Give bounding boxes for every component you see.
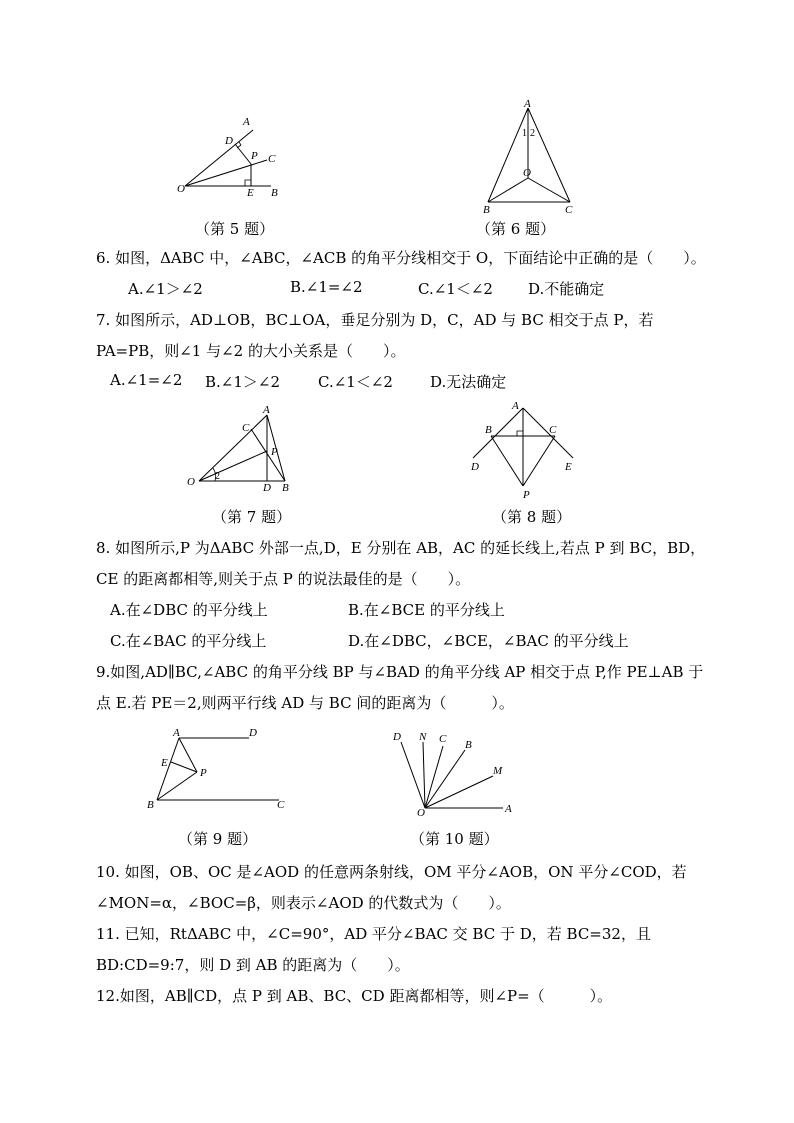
point-label-o: O: [523, 167, 531, 179]
figure-9: [145, 724, 295, 814]
point-label-b: B: [483, 204, 490, 216]
question-6-option-d: D.不能确定: [528, 280, 605, 298]
question-7-option-a: A.∠1=∠2: [110, 371, 183, 389]
figure-5-caption: （第 5 题）: [195, 220, 275, 238]
figure-5-diagram: [175, 112, 290, 200]
figure-9-caption: （第 9 题）: [178, 830, 258, 848]
figure-7-caption: （第 7 题）: [212, 508, 292, 526]
question-9-text-line-2: 点 E.若 PE＝2,则两平行线 AD 与 BC 间的距离为（ ）。: [96, 694, 514, 712]
question-8-text-line-1: 8. 如图所示,P 为ΔABC 外部一点,D，E 分别在 AB，AC 的延长线上,若点 P 到 BC，BD，: [96, 539, 706, 557]
point-label-d: D: [471, 461, 479, 473]
figure-10-caption: （第 10 题）: [410, 830, 499, 848]
question-11-text-line-2: BD:CD=9:7，则 D 到 AB 的距离为（ ）。: [96, 956, 410, 974]
question-8-text-line-2: CE 的距离都相等,则关于点 P 的说法最佳的是（ ）。: [96, 570, 471, 588]
figure-7-diagram: [185, 405, 295, 495]
point-label-c: C: [242, 422, 250, 434]
figure-8-caption: （第 8 题）: [492, 508, 572, 526]
question-9-text-line-1: 9.如图,AD∥BC,∠ABC 的角平分线 BP 与∠BAD 的角平分线 AP 相交于点 P,作 PE⊥AB 于: [96, 663, 704, 681]
question-8-option-b: B.在∠BCE 的平分线上: [348, 601, 505, 619]
question-11-text-line-1: 11. 已知，RtΔABC 中，∠C=90°，AD 平分∠BAC 交 BC 于 D，若 BC=32，且: [96, 925, 651, 943]
figure-10: [385, 728, 525, 820]
question-8-option-c: C.在∠BAC 的平分线上: [110, 632, 267, 650]
angle-label-2: 2: [215, 471, 220, 482]
point-label-a: A: [505, 803, 512, 815]
point-label-p: P: [251, 150, 258, 162]
question-8-option-d: D.在∠DBC，∠BCE，∠BAC 的平分线上: [348, 632, 629, 650]
point-label-a: A: [263, 404, 270, 416]
point-label-p: P: [523, 489, 530, 501]
point-label-c: C: [268, 153, 276, 165]
point-label-o: O: [417, 807, 425, 819]
question-7-option-c: C.∠1＜∠2: [318, 373, 393, 391]
point-label-c: C: [549, 424, 557, 436]
point-label-p: P: [200, 767, 207, 779]
point-label-e: E: [161, 757, 168, 769]
question-6-text: 6. 如图，ΔABC 中，∠ABC，∠ACB 的角平分线相交于 O，下面结论中正确的是（ ）。: [96, 249, 706, 267]
point-label-a: A: [173, 727, 180, 739]
question-10-text-line-1: 10. 如图，OB、OC 是∠AOD 的任意两条射线，OM 平分∠AOB，ON 平分∠COD，若: [96, 863, 687, 881]
question-7-text-line-1: 7. 如图所示，AD⊥OB，BC⊥OA，垂足分别为 D，C，AD 与 BC 相交于点 P，若: [96, 311, 654, 329]
figure-8-diagram: [465, 398, 585, 501]
question-6-option-a: A.∠1＞∠2: [128, 280, 203, 298]
figure-8: [465, 398, 585, 501]
point-label-a: A: [512, 400, 519, 412]
point-label-d: D: [249, 727, 257, 739]
point-label-b: B: [147, 799, 154, 811]
figure-5: [175, 112, 290, 200]
question-7-text-line-2: PA=PB，则∠1 与∠2 的大小关系是（ ）。: [96, 342, 406, 360]
point-label-d: D: [225, 135, 233, 147]
question-8-option-a: A.在∠DBC 的平分线上: [110, 601, 268, 619]
question-6-option-b: B.∠1=∠2: [290, 278, 363, 296]
point-label-c: C: [277, 799, 285, 811]
point-label-b: B: [282, 482, 289, 494]
question-7-option-b: B.∠1＞∠2: [205, 373, 281, 391]
figure-6-caption: （第 6 题）: [476, 220, 556, 238]
question-10-text-line-2: ∠MON=α，∠BOC=β，则表示∠AOD 的代数式为（ ）。: [96, 894, 511, 912]
point-label-n: N: [419, 731, 427, 743]
angle-label-1: 1: [522, 128, 527, 139]
figure-7: [185, 405, 295, 495]
point-label-m: M: [493, 765, 503, 777]
point-label-b: B: [271, 187, 278, 199]
point-label-d: D: [263, 482, 271, 494]
point-label-o: O: [177, 183, 185, 195]
point-label-d: D: [393, 731, 401, 743]
point-label-e: E: [565, 461, 572, 473]
question-12-text: 12.如图，AB∥CD，点 P 到 AB、BC、CD 距离都相等，则∠P=（ ）。: [96, 987, 613, 1005]
point-label-a: A: [524, 98, 531, 110]
point-label-b: B: [465, 739, 472, 751]
figure-6-diagram: [478, 98, 583, 216]
point-label-p: P: [271, 446, 278, 458]
figure-6: [478, 98, 583, 216]
point-label-c: C: [439, 733, 447, 745]
angle-label-2: 2: [530, 128, 535, 139]
point-label-b: B: [485, 424, 492, 436]
question-7-option-d: D.无法确定: [430, 373, 507, 391]
point-label-a: A: [243, 116, 250, 128]
figure-9-diagram: [145, 724, 295, 814]
point-label-o: O: [187, 476, 195, 488]
figure-10-diagram: [385, 728, 525, 820]
point-label-c: C: [565, 204, 573, 216]
question-6-option-c: C.∠1＜∠2: [418, 280, 493, 298]
point-label-e: E: [247, 187, 254, 199]
